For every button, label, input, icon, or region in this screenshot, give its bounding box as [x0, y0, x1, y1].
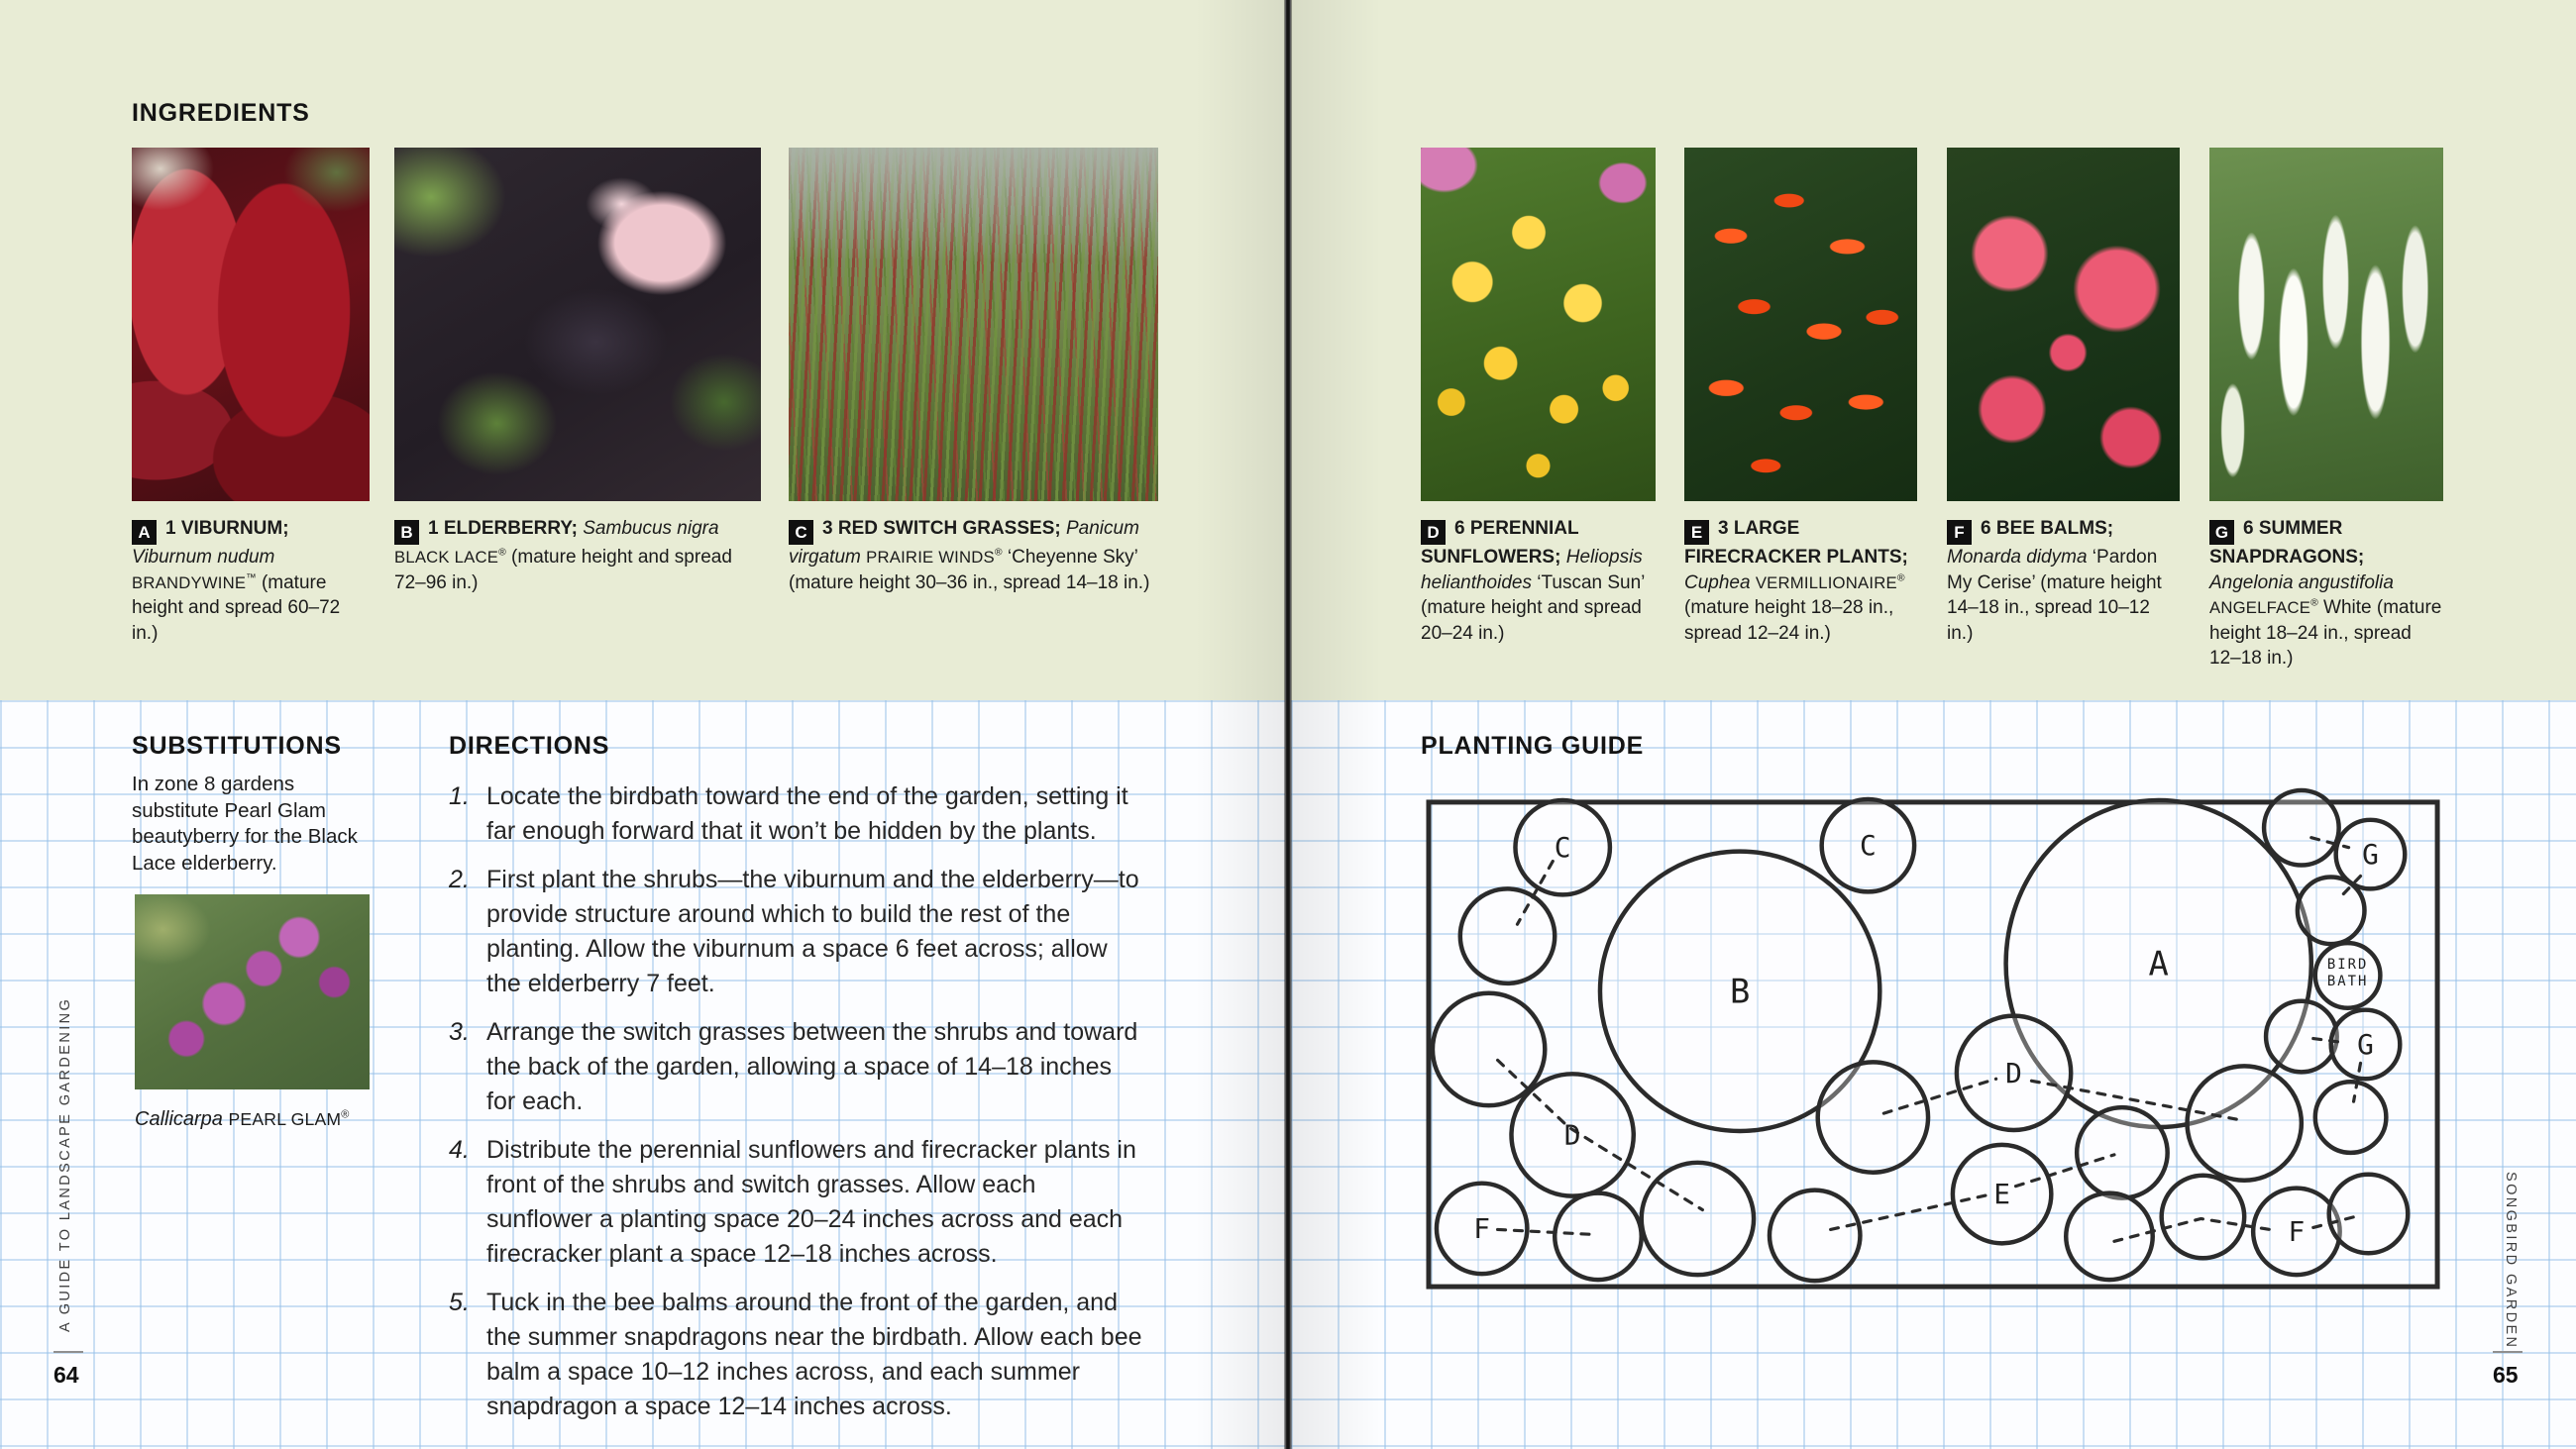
substitutions-heading: SUBSTITUTIONS [132, 732, 342, 760]
ingredient-card-d [1421, 148, 1656, 646]
badge-b: B [394, 520, 419, 545]
elderberry-photo [394, 148, 761, 501]
bee-balm-photo [1947, 148, 2180, 501]
plant-circle [1770, 1190, 1860, 1281]
angelonia-photo [2209, 148, 2443, 501]
fold-line [1284, 0, 1292, 1449]
plant-label-g: G [2362, 838, 2379, 872]
plant-circle [2266, 1001, 2337, 1073]
caption-text-f: 6 BEE BALMS; Monarda didyma ‘Pardon My Cerise’ (mature height 14–18 in., spread 10–12 in.) [1947, 518, 2162, 644]
caption-text-d: 6 PERENNIAL SUNFLOWERS; Heliopsis helianthoides ‘Tuscan Sun’ (mature height and spread 20–24 in.) [1421, 518, 1645, 644]
badge-g: G [2209, 520, 2234, 545]
direction-step-2 [449, 863, 1147, 1001]
plant-label-d: D [1563, 1118, 1581, 1152]
plant-label-f: F [1473, 1211, 1491, 1245]
plant-label-c: C [1554, 831, 1571, 865]
direction-step-1 [449, 779, 1147, 849]
ingredient-card-e [1684, 148, 1917, 646]
plant-circle [2329, 1175, 2409, 1254]
ingredient-caption-f [1947, 516, 2180, 646]
fold-shadow-left [1195, 0, 1284, 1449]
ingredient-caption-d [1421, 516, 1656, 646]
ingredient-card-a [132, 148, 370, 646]
plant-circle [2066, 1193, 2152, 1280]
left-folio-rule [54, 1351, 83, 1353]
plant-circle [2264, 790, 2339, 866]
ingredient-card-b [394, 148, 761, 595]
right-folio-rule [2493, 1351, 2522, 1353]
step-number: 3. [449, 1018, 470, 1046]
plant-circle [1818, 1062, 1928, 1172]
plant-circle [2162, 1176, 2245, 1259]
direction-step-4 [449, 1133, 1147, 1272]
planting-guide-diagram [1425, 780, 2449, 1307]
step-number: 2. [449, 866, 470, 893]
step-number: 4. [449, 1136, 470, 1164]
directions-list [449, 779, 1147, 1438]
direction-step-5 [449, 1286, 1147, 1424]
substitution-caption: Callicarpa PEARL GLAM® [135, 1108, 350, 1130]
substitutions-body: In zone 8 gardens substitute Pearl Glam beautyberry for the Black Lace elderberry. [132, 773, 358, 875]
plant-label-e: E [1993, 1178, 2011, 1211]
caption-text-b: 1 ELDERBERRY; Sambucus nigra BLACK LACE® (mature height and spread 72–96 in.) [394, 518, 732, 593]
plant-circle [1642, 1163, 1754, 1275]
plant-label-g: G [2357, 1027, 2374, 1061]
plant-label-b: B [1729, 972, 1751, 1011]
direction-step-3 [449, 1015, 1147, 1119]
badge-d: D [1421, 520, 1446, 545]
left-page-number: 64 [54, 1362, 79, 1388]
ingredients-heading: INGREDIENTS [132, 99, 310, 127]
caption-text-c: 3 RED SWITCH GRASSES; Panicum virgatum PRAIRIE WINDS® ‘Cheyenne Sky’ (mature height 30–36 in., spread 14–18 in.) [789, 518, 1150, 593]
left-edge-title: A GUIDE TO LANDSCAPE GARDENING [57, 996, 73, 1332]
plant-circle [2188, 1066, 2302, 1180]
viburnum-photo [132, 148, 370, 501]
plant-circle [2315, 1082, 2387, 1153]
directions-heading: DIRECTIONS [449, 732, 610, 760]
right-page-number: 65 [2493, 1362, 2519, 1388]
bird-bath-label: BIRD BATH [2326, 956, 2369, 989]
step-text: Locate the birdbath toward the end of the garden, setting it far enough forward that it won’t be hidden by the plants. [486, 782, 1128, 845]
caption-text-a: 1 VIBURNUM; Viburnum nudum BRANDYWINE™ (mature height and spread 60–72 in.) [132, 518, 341, 644]
step-text: Tuck in the bee balms around the front of the garden, and the summer snapdragons near the birdbath. Allow each bee balm a space 10–12 inches across, and each summer snapdragon a space 12–14 inches across. [486, 1289, 1142, 1420]
ingredient-caption-a [132, 516, 370, 646]
heliopsis-photo [1421, 148, 1656, 501]
planting-guide-heading: PLANTING GUIDE [1421, 732, 1645, 760]
ingredient-caption-g [2209, 516, 2443, 672]
badge-f: F [1947, 520, 1972, 545]
plant-circle [1555, 1193, 1641, 1280]
ingredient-caption-c [789, 516, 1165, 595]
badge-c: C [789, 520, 813, 545]
plant-label-f: F [2288, 1214, 2306, 1248]
ingredient-card-f [1947, 148, 2180, 646]
plant-circle [2298, 877, 2365, 944]
badge-a: A [132, 520, 157, 545]
step-text: Distribute the perennial sunflowers and firecracker plants in front of the shrubs and switch grasses. Allow each sunflower a planting space 20–24 inches across and each firecracker plant a space 12–18 inches across. [486, 1136, 1136, 1268]
ingredient-caption-e [1684, 516, 1917, 646]
plant-label-a: A [2148, 944, 2169, 983]
caption-text-e: 3 LARGE FIRECRACKER PLANTS; Cuphea VERMILLIONAIRE® (mature height 18–28 in., spread 12–24 in.) [1684, 518, 1908, 644]
callicarpa-photo [135, 894, 370, 1089]
step-number: 5. [449, 1289, 470, 1316]
ingredient-card-c [789, 148, 1158, 595]
plant-label-c: C [1860, 829, 1877, 863]
step-number: 1. [449, 782, 470, 810]
fold-shadow-right [1292, 0, 1381, 1449]
ingredient-card-g [2209, 148, 2443, 672]
plant-circle [1460, 888, 1555, 983]
ingredient-caption-b [394, 516, 753, 595]
badge-e: E [1684, 520, 1709, 545]
cuphea-photo [1684, 148, 1917, 501]
step-text: Arrange the switch grasses between the shrubs and toward the back of the garden, allowing a space of 14–18 inches for each. [486, 1018, 1138, 1115]
plant-circle [2077, 1107, 2167, 1197]
right-edge-title: SONGBIRD GARDEN [2503, 1172, 2519, 1350]
caption-text-g: 6 SUMMER SNAPDRAGONS; Angelonia angustifolia ANGELFACE® White (mature height 18–24 in., spread 12–18 in.) [2209, 518, 2442, 670]
plant-label-d: D [2005, 1056, 2022, 1089]
step-text: First plant the shrubs—the viburnum and the elderberry—to provide structure around which to build the rest of the planting. Allow the viburnum a space 6 feet across; allow the elderberry 7 feet. [486, 866, 1139, 997]
switch-grass-photo [789, 148, 1158, 501]
